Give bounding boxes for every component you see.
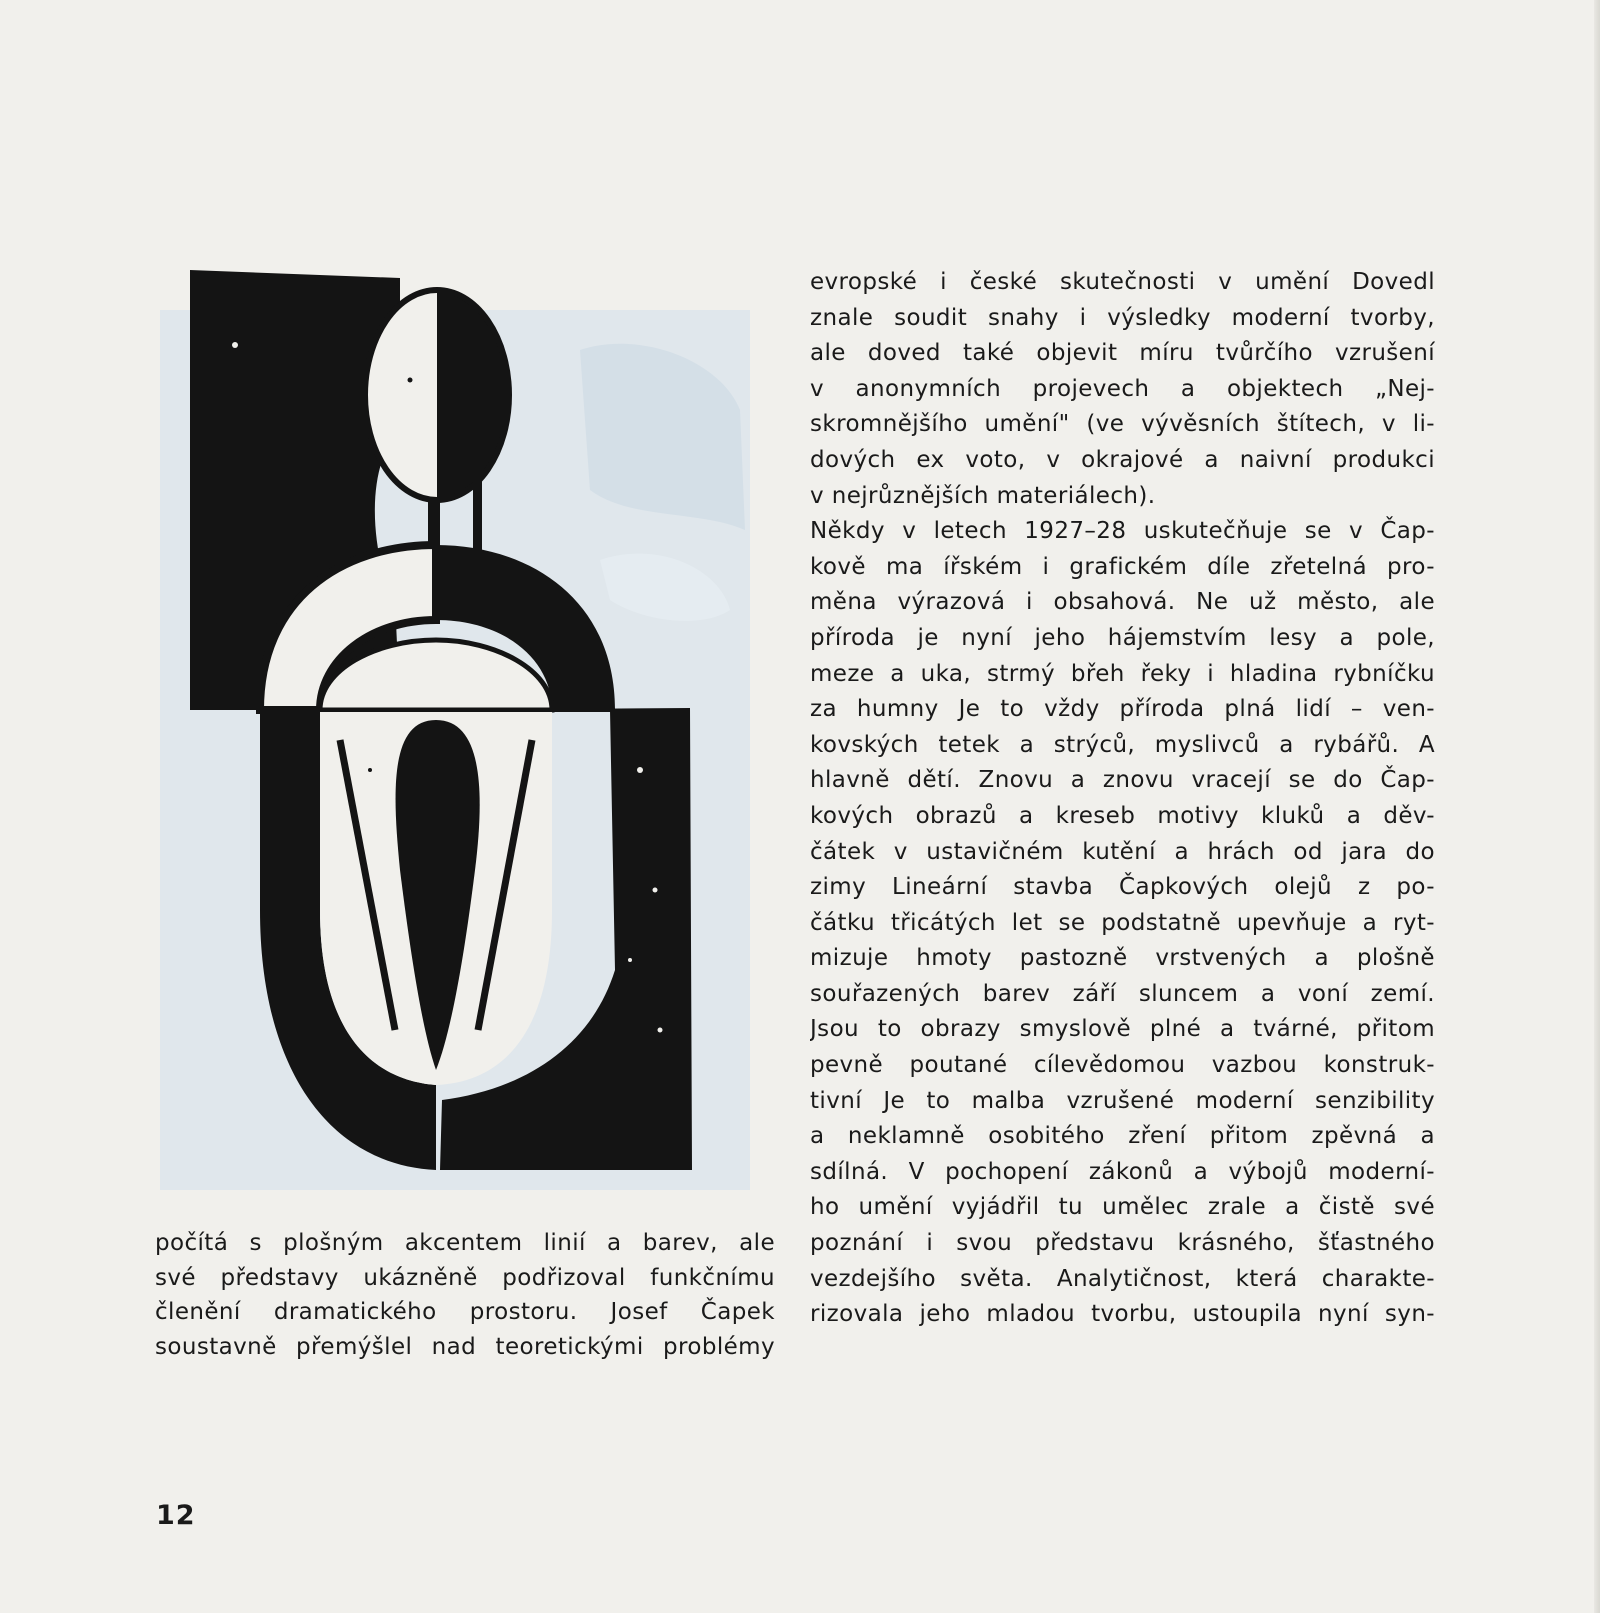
- text-line: dových ex voto, v okrajové a naivní produkci: [810, 446, 1435, 473]
- text-line: ho umění vyjádřil tu umělec zrale a čistě své: [810, 1194, 1435, 1221]
- text-line: Někdy v letech 1927–28 uskutečňuje se v Čap-: [810, 518, 1435, 545]
- right-column-text: [810, 265, 1435, 1333]
- text-line: mizuje hmoty pastozně vrstvených a plošně: [810, 945, 1435, 972]
- text-line: zimy Lineární stavba Čapkových olejů z po-: [810, 874, 1435, 901]
- page-number: 12: [156, 1500, 196, 1531]
- text-line: kových obrazů a kreseb motivy kluků a děv-: [810, 802, 1435, 829]
- text-line: kově ma ířském i grafickém díle zřetelná pro-: [810, 553, 1435, 580]
- woodcut-illustration: [160, 270, 760, 1190]
- text-line: příroda je nyní jeho hájemstvím lesy a pole,: [810, 624, 1435, 651]
- text-line: měna výrazová i obsahová. Ne už město, ale: [810, 589, 1435, 616]
- text-line: své představy ukázněně podřizoval funkčnímu: [155, 1264, 775, 1291]
- text-line: v anonymních projevech a objektech „Nej-: [810, 375, 1435, 402]
- stylized-figure-woodcut-icon: [160, 270, 760, 1190]
- text-line: Jsou to obrazy smyslově plné a tvárné, přitom: [810, 1016, 1435, 1043]
- text-line: čátku třicátých let se podstatně upevňuje a ryt-: [810, 909, 1435, 936]
- text-line: hlavně dětí. Znovu a znovu vracejí se do Čap-: [810, 767, 1435, 794]
- page-edge: [1594, 0, 1600, 1613]
- left-column-text: [155, 1226, 775, 1364]
- text-line: a neklamně osobitého zření přitom zpěvná a: [810, 1123, 1435, 1150]
- text-line: sdílná. V pochopení zákonů a výbojů moderní-: [810, 1158, 1435, 1185]
- text-line: znale soudit snahy i výsledky moderní tvorby,: [810, 304, 1435, 331]
- text-line: ale doved také objevit míru tvůrčího vzrušení: [810, 340, 1435, 367]
- text-line: tivní Je to malba vzrušené moderní senzibility: [810, 1087, 1435, 1114]
- text-line: poznání i svou představu krásného, šťastného: [810, 1230, 1435, 1257]
- text-line: vezdejšího světa. Analytičnost, která charakte-: [810, 1265, 1435, 1292]
- text-line: pevně poutané cílevědomou vazbou konstruk-: [810, 1052, 1435, 1079]
- text-line: skromnějšího umění" (ve vývěsních štítech, v li-: [810, 411, 1435, 438]
- text-line: kovských tetek a strýců, myslivců a rybářů. A: [810, 731, 1435, 758]
- text-line: soustavně přemýšlel nad teoretickými problémy: [155, 1333, 775, 1360]
- text-line: počítá s plošným akcentem linií a barev, ale: [155, 1230, 775, 1256]
- text-line: evropské i české skutečnosti v umění Dovedl: [810, 269, 1435, 295]
- text-line: čátek v ustavičném kutění a hrách od jara do: [810, 838, 1435, 865]
- text-line: rizovala jeho mladou tvorbu, ustoupila nyní syn-: [810, 1301, 1435, 1328]
- text-line: členění dramatického prostoru. Josef Čapek: [155, 1299, 775, 1325]
- text-line: souřazených barev září sluncem a voní zemí.: [810, 980, 1435, 1007]
- text-line: v nejrůznějších materiálech).: [810, 482, 1156, 509]
- text-line: za humny Je to vždy příroda plná lidí – ven-: [810, 696, 1435, 723]
- text-line: meze a uka, strmý břeh řeky i hladina rybníčku: [810, 660, 1435, 687]
